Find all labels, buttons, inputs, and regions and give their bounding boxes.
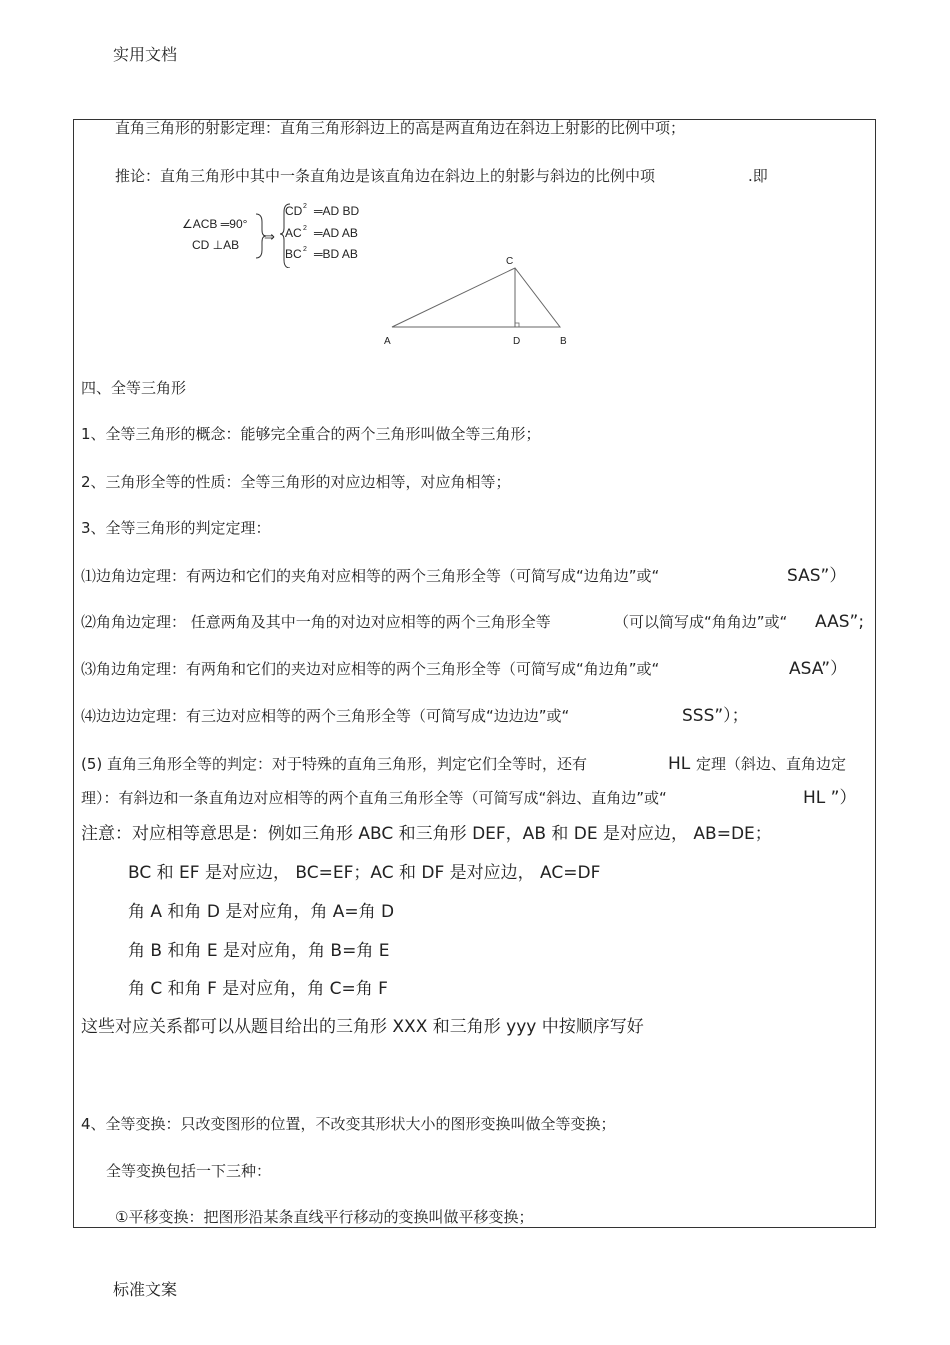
rule-aas: ⑵角角边定理： 任意两角及其中一角的对边对应相等的两个三角形全等 [81, 613, 551, 631]
paragraph-2: 2、三角形全等的性质：全等三角形的对应边相等，对应角相等； [81, 473, 511, 491]
eq3-lhs: BC [285, 247, 302, 261]
note-line-2: BC 和 EF 是对应边， BC=EF；AC 和 DF 是对应边， AC=DF [128, 863, 601, 883]
vertex-b-label: B [560, 336, 567, 347]
projection-formula [180, 198, 380, 268]
page-footer: 标准文案 [113, 1280, 178, 1299]
rule-aas-abbr: AAS”; [815, 612, 865, 632]
right-angle-mark [515, 323, 519, 327]
paragraph-1: 1、全等三角形的概念：能够完全重合的两个三角形叫做全等三角形； [81, 425, 541, 443]
eq3-rhs: ═BD AB [314, 247, 358, 261]
condition-perpendicular: CD ⊥AB [192, 238, 240, 252]
rule-aas-tail: （可以简写成“角角边”或“ [614, 613, 788, 631]
note-line-1: 注意：对应相等意思是：例如三角形 ABC 和三角形 DEF，AB 和 DE 是对应边， AB=DE； [81, 824, 772, 844]
eq2-sup: 2 [303, 225, 307, 232]
condition-right-angle: ∠ACB ═90° [182, 217, 248, 231]
right-triangle-figure [380, 252, 580, 352]
eq1-sup: 2 [303, 203, 307, 210]
paragraph-3: 3、全等三角形的判定定理： [81, 519, 271, 537]
rule-hl-abbr: HL ”） [803, 788, 857, 808]
foot-d-label: D [513, 336, 521, 347]
page-header: 实用文档 [113, 45, 178, 64]
projection-theorem: 直角三角形的射影定理：直角三角形斜边上的高是两直角边在斜边上射影的比例中项； [115, 119, 686, 137]
note-line-4: 角 B 和角 E 是对应角，角 B=角 E [128, 941, 390, 961]
vertex-a-label: A [384, 336, 391, 347]
eq2-rhs: ═AD AB [314, 226, 358, 240]
rule-asa: ⑶角边角定理：有两角和它们的夹边对应相等的两个三角形全等（可简写成“角边角”或“ [81, 660, 660, 678]
projection-corollary-tail: .即 [748, 167, 768, 185]
paragraph-4: 4、全等变换：只改变图形的位置，不改变其形状大小的图形变换叫做全等变换； [81, 1115, 616, 1133]
paragraph-4-sub: 全等变换包括一下三种： [106, 1162, 272, 1180]
eq3-sup: 2 [303, 246, 307, 253]
rule-asa-abbr: ASA”） [789, 659, 848, 679]
note-line-5: 角 C 和角 F 是对应角，角 C=角 F [128, 979, 388, 999]
rule-hl-line2: 理）：有斜边和一条直角边对应相等的两个直角三角形全等（可简写成“斜边、直角边”或“ [81, 789, 667, 807]
vertex-c-label: C [506, 256, 514, 267]
rule-hl-abbr-inline: HL [668, 754, 691, 774]
eq1-lhs: CD [285, 204, 303, 218]
eq1-rhs: ═AD BD [314, 204, 360, 218]
rule-hl-line1: (5) 直角三角形全等的判定：对于特殊的直角三角形，判定它们全等时，还有 [81, 755, 588, 773]
rule-sas-abbr: SAS”） [787, 566, 847, 586]
rule-hl-line1-tail: 定理（斜边、直角边定 [696, 755, 847, 773]
rule-sas: ⑴边角边定理：有两边和它们的夹角对应相等的两个三角形全等（可简写成“边角边”或“ [81, 567, 660, 585]
implies-arrow: ⇒ [264, 229, 275, 244]
triangle-abc [392, 268, 560, 327]
note-line-3: 角 A 和角 D 是对应角，角 A=角 D [128, 902, 395, 922]
rule-sss-abbr: SSS”）； [682, 706, 749, 726]
eq2-lhs: AC [285, 226, 302, 240]
projection-corollary: 推论：直角三角形中其中一条直角边是该直角边在斜边上的射影与斜边的比例中项 [115, 167, 656, 185]
section-title: 四、全等三角形 [81, 379, 187, 397]
note-line-6: 这些对应关系都可以从题目给出的三角形 XXX 和三角形 yyy 中按顺序写好 [81, 1017, 644, 1037]
rule-sss: ⑷边边边定理：有三边对应相等的两个三角形全等（可简写成“边边边”或“ [81, 707, 570, 725]
paragraph-4-item-1: ①平移变换：把图形沿某条直线平行移动的变换叫做平移变换； [115, 1208, 534, 1226]
